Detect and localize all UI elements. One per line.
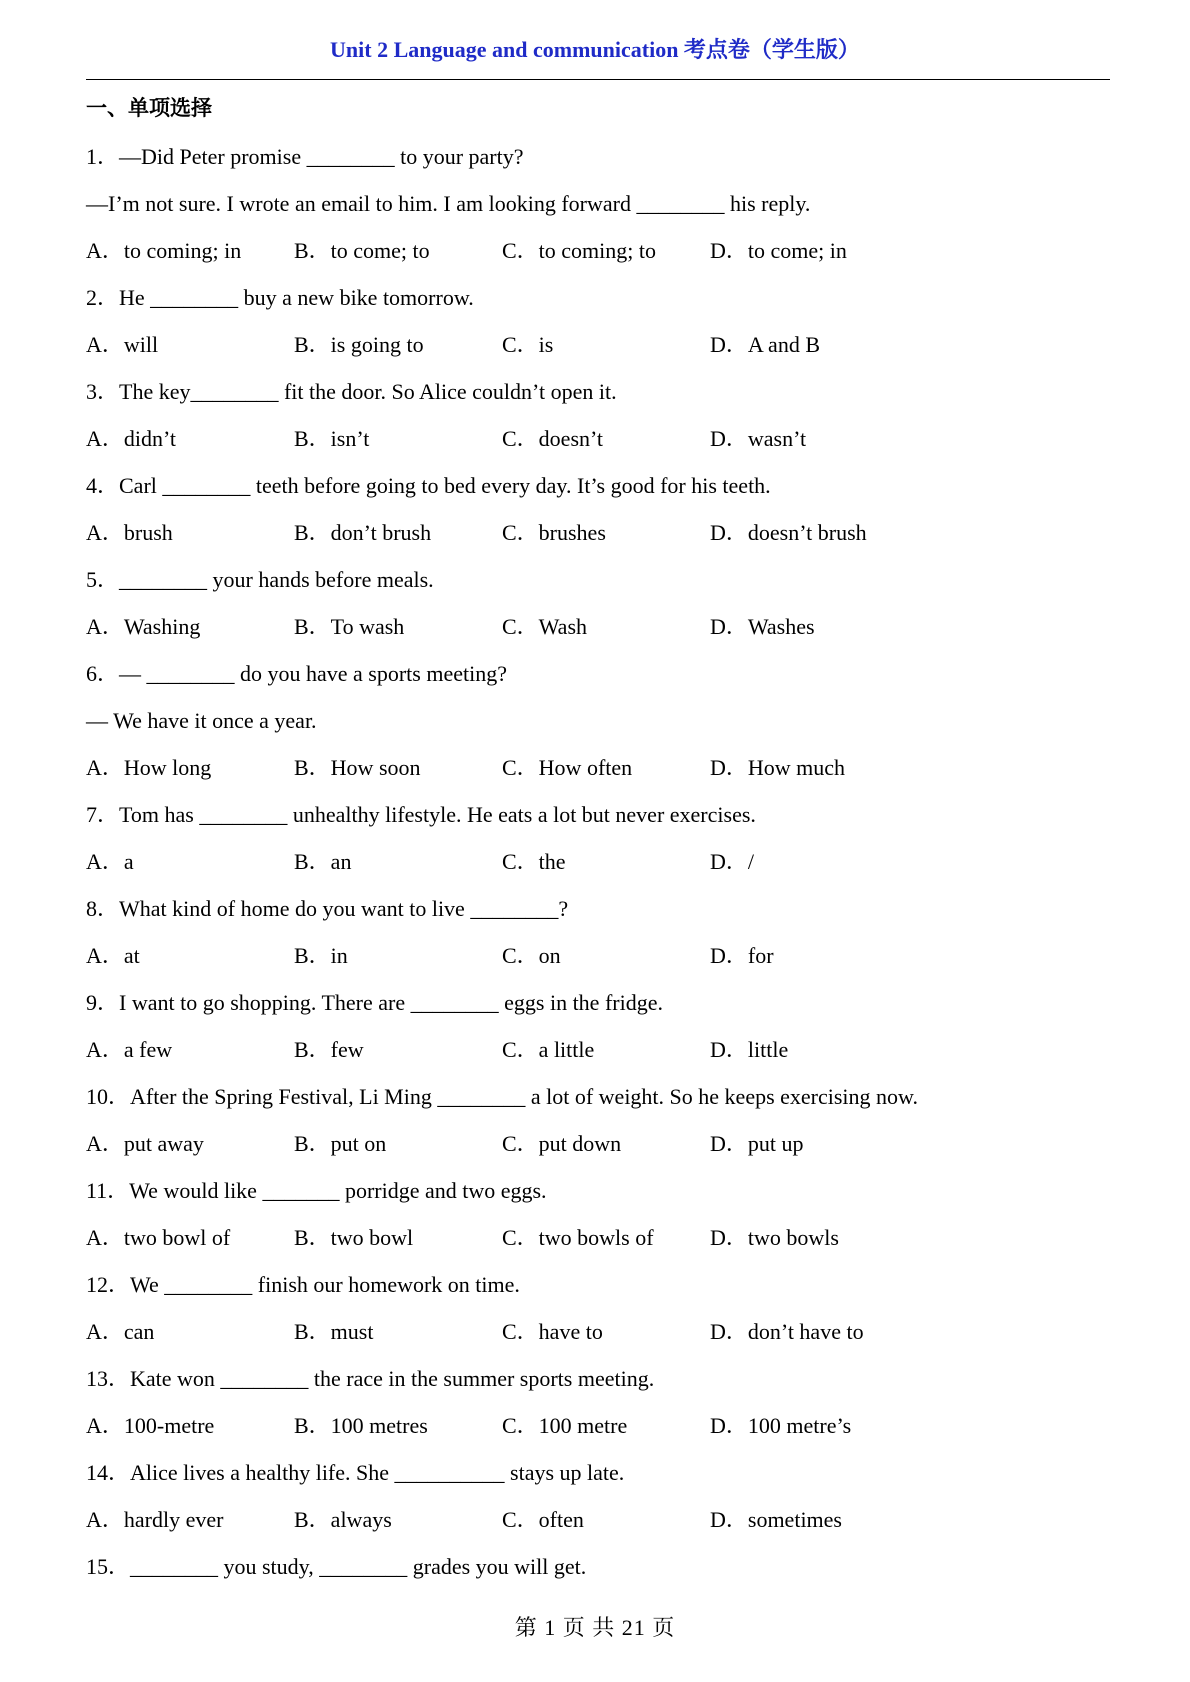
option-a: A．didn’t: [86, 426, 177, 451]
option-b: B．put on: [294, 1131, 387, 1156]
question-stem: 8．What kind of home do you want to live ________?: [86, 896, 569, 921]
question-stem: 2．He ________ buy a new bike tomorrow.: [86, 285, 474, 310]
question-15: [86, 1547, 1106, 1594]
question-7: [86, 795, 1106, 889]
option-a: A．100-metre: [86, 1413, 215, 1438]
page-title: Unit 2 Language and communication 考点卷（学生版）: [330, 37, 860, 62]
option-b: B．isn’t: [294, 426, 370, 451]
option-d: D．Washes: [710, 614, 815, 639]
option-d: D．little: [710, 1037, 789, 1062]
question-stem: 4．Carl ________ teeth before going to bed every day. It’s good for his teeth.: [86, 473, 771, 498]
option-c: C．two bowls of: [502, 1225, 654, 1250]
options-row: [86, 936, 1106, 983]
option-d: D．to come; in: [710, 238, 847, 263]
option-d: D．100 metre’s: [710, 1413, 852, 1438]
question-stem: — We have it once a year.: [86, 708, 317, 733]
option-b: B．to come; to: [294, 238, 430, 263]
question-9: [86, 983, 1106, 1077]
question-stem: 12．We ________ finish our homework on time.: [86, 1272, 520, 1297]
option-c: C．Wash: [502, 614, 588, 639]
options-row: [86, 1124, 1106, 1171]
option-c: C．is: [502, 332, 554, 357]
question-2: [86, 278, 1106, 372]
option-d: D．put up: [710, 1131, 804, 1156]
option-c: C．doesn’t: [502, 426, 604, 451]
options-row: [86, 607, 1106, 654]
options-row: [86, 1406, 1106, 1453]
option-b: B．must: [294, 1319, 374, 1344]
option-a: A．How long: [86, 755, 212, 780]
option-d: D．doesn’t brush: [710, 520, 867, 545]
option-c: C．How often: [502, 755, 633, 780]
option-a: A．hardly ever: [86, 1507, 224, 1532]
options-row: [86, 419, 1106, 466]
question-stem: 9．I want to go shopping. There are ________ eggs in the fridge.: [86, 990, 663, 1015]
question-stem: 6．— ________ do you have a sports meeting?: [86, 661, 507, 686]
option-c: C．brushes: [502, 520, 606, 545]
option-a: A．to coming; in: [86, 238, 242, 263]
options-row: [86, 513, 1106, 560]
question-stem: 15．________ you study, ________ grades you will get.: [86, 1554, 587, 1579]
option-a: A．will: [86, 332, 159, 357]
question-stem: 11．We would like _______ porridge and two eggs.: [86, 1178, 547, 1203]
option-c: C．to coming; to: [502, 238, 657, 263]
question-stem: —I’m not sure. I wrote an email to him. I am looking forward ________ his reply.: [86, 191, 811, 216]
question-3: [86, 372, 1106, 466]
question-stem: 10．After the Spring Festival, Li Ming ________ a lot of weight. So he keeps exercising now.: [86, 1084, 919, 1109]
option-b: B．100 metres: [294, 1413, 428, 1438]
option-b: B．two bowl: [294, 1225, 414, 1250]
header-rule: [86, 79, 1110, 80]
question-12: [86, 1265, 1106, 1359]
option-c: C．100 metre: [502, 1413, 628, 1438]
page-footer: 第 1 页 共 21 页: [514, 1615, 676, 1640]
option-c: C．put down: [502, 1131, 622, 1156]
option-d: D．don’t have to: [710, 1319, 864, 1344]
option-d: D．How much: [710, 755, 846, 780]
question-stem: 1．—Did Peter promise ________ to your party?: [86, 144, 524, 169]
question-10: [86, 1077, 1106, 1171]
option-a: A．can: [86, 1319, 155, 1344]
question-5: [86, 560, 1106, 654]
options-row: [86, 1312, 1106, 1359]
option-a: A．a: [86, 849, 134, 874]
option-d: D．for: [710, 943, 774, 968]
options-row: [86, 325, 1106, 372]
option-b: B．few: [294, 1037, 364, 1062]
option-d: D．/: [710, 849, 755, 874]
option-a: A．a few: [86, 1037, 173, 1062]
options-row: [86, 1030, 1106, 1077]
option-b: B．in: [294, 943, 348, 968]
option-a: A．brush: [86, 520, 173, 545]
question-4: [86, 466, 1106, 560]
option-b: B．don’t brush: [294, 520, 432, 545]
option-d: D．A and B: [710, 332, 821, 357]
question-8: [86, 889, 1106, 983]
option-c: C．the: [502, 849, 566, 874]
option-d: D．sometimes: [710, 1507, 842, 1532]
option-a: A．Washing: [86, 614, 201, 639]
question-stem: 14．Alice lives a healthy life. She __________ stays up late.: [86, 1460, 625, 1485]
question-stem: 7．Tom has ________ unhealthy lifestyle. He eats a lot but never exercises.: [86, 802, 756, 827]
question-list: [86, 137, 1106, 1594]
options-row: [86, 748, 1106, 795]
option-b: B．To wash: [294, 614, 405, 639]
option-b: B．How soon: [294, 755, 421, 780]
option-b: B．is going to: [294, 332, 424, 357]
options-row: [86, 1218, 1106, 1265]
question-stem: 13．Kate won ________ the race in the summer sports meeting.: [86, 1366, 655, 1391]
option-c: C．a little: [502, 1037, 595, 1062]
option-b: B．always: [294, 1507, 392, 1532]
question-11: [86, 1171, 1106, 1265]
question-6: [86, 654, 1106, 795]
option-c: C．have to: [502, 1319, 603, 1344]
option-c: C．on: [502, 943, 561, 968]
options-row: [86, 231, 1106, 278]
question-13: [86, 1359, 1106, 1453]
option-a: A．two bowl of: [86, 1225, 231, 1250]
question-stem: 3．The key________ fit the door. So Alice couldn’t open it.: [86, 379, 617, 404]
question-stem: 5．________ your hands before meals.: [86, 567, 434, 592]
option-a: A．at: [86, 943, 140, 968]
option-d: D．two bowls: [710, 1225, 839, 1250]
option-c: C．often: [502, 1507, 584, 1532]
option-b: B．an: [294, 849, 352, 874]
question-1: [86, 137, 1106, 278]
section-heading: 一、单项选择: [86, 96, 212, 120]
option-a: A．put away: [86, 1131, 204, 1156]
options-row: [86, 1500, 1106, 1547]
question-14: [86, 1453, 1106, 1547]
option-d: D．wasn’t: [710, 426, 807, 451]
options-row: [86, 842, 1106, 889]
